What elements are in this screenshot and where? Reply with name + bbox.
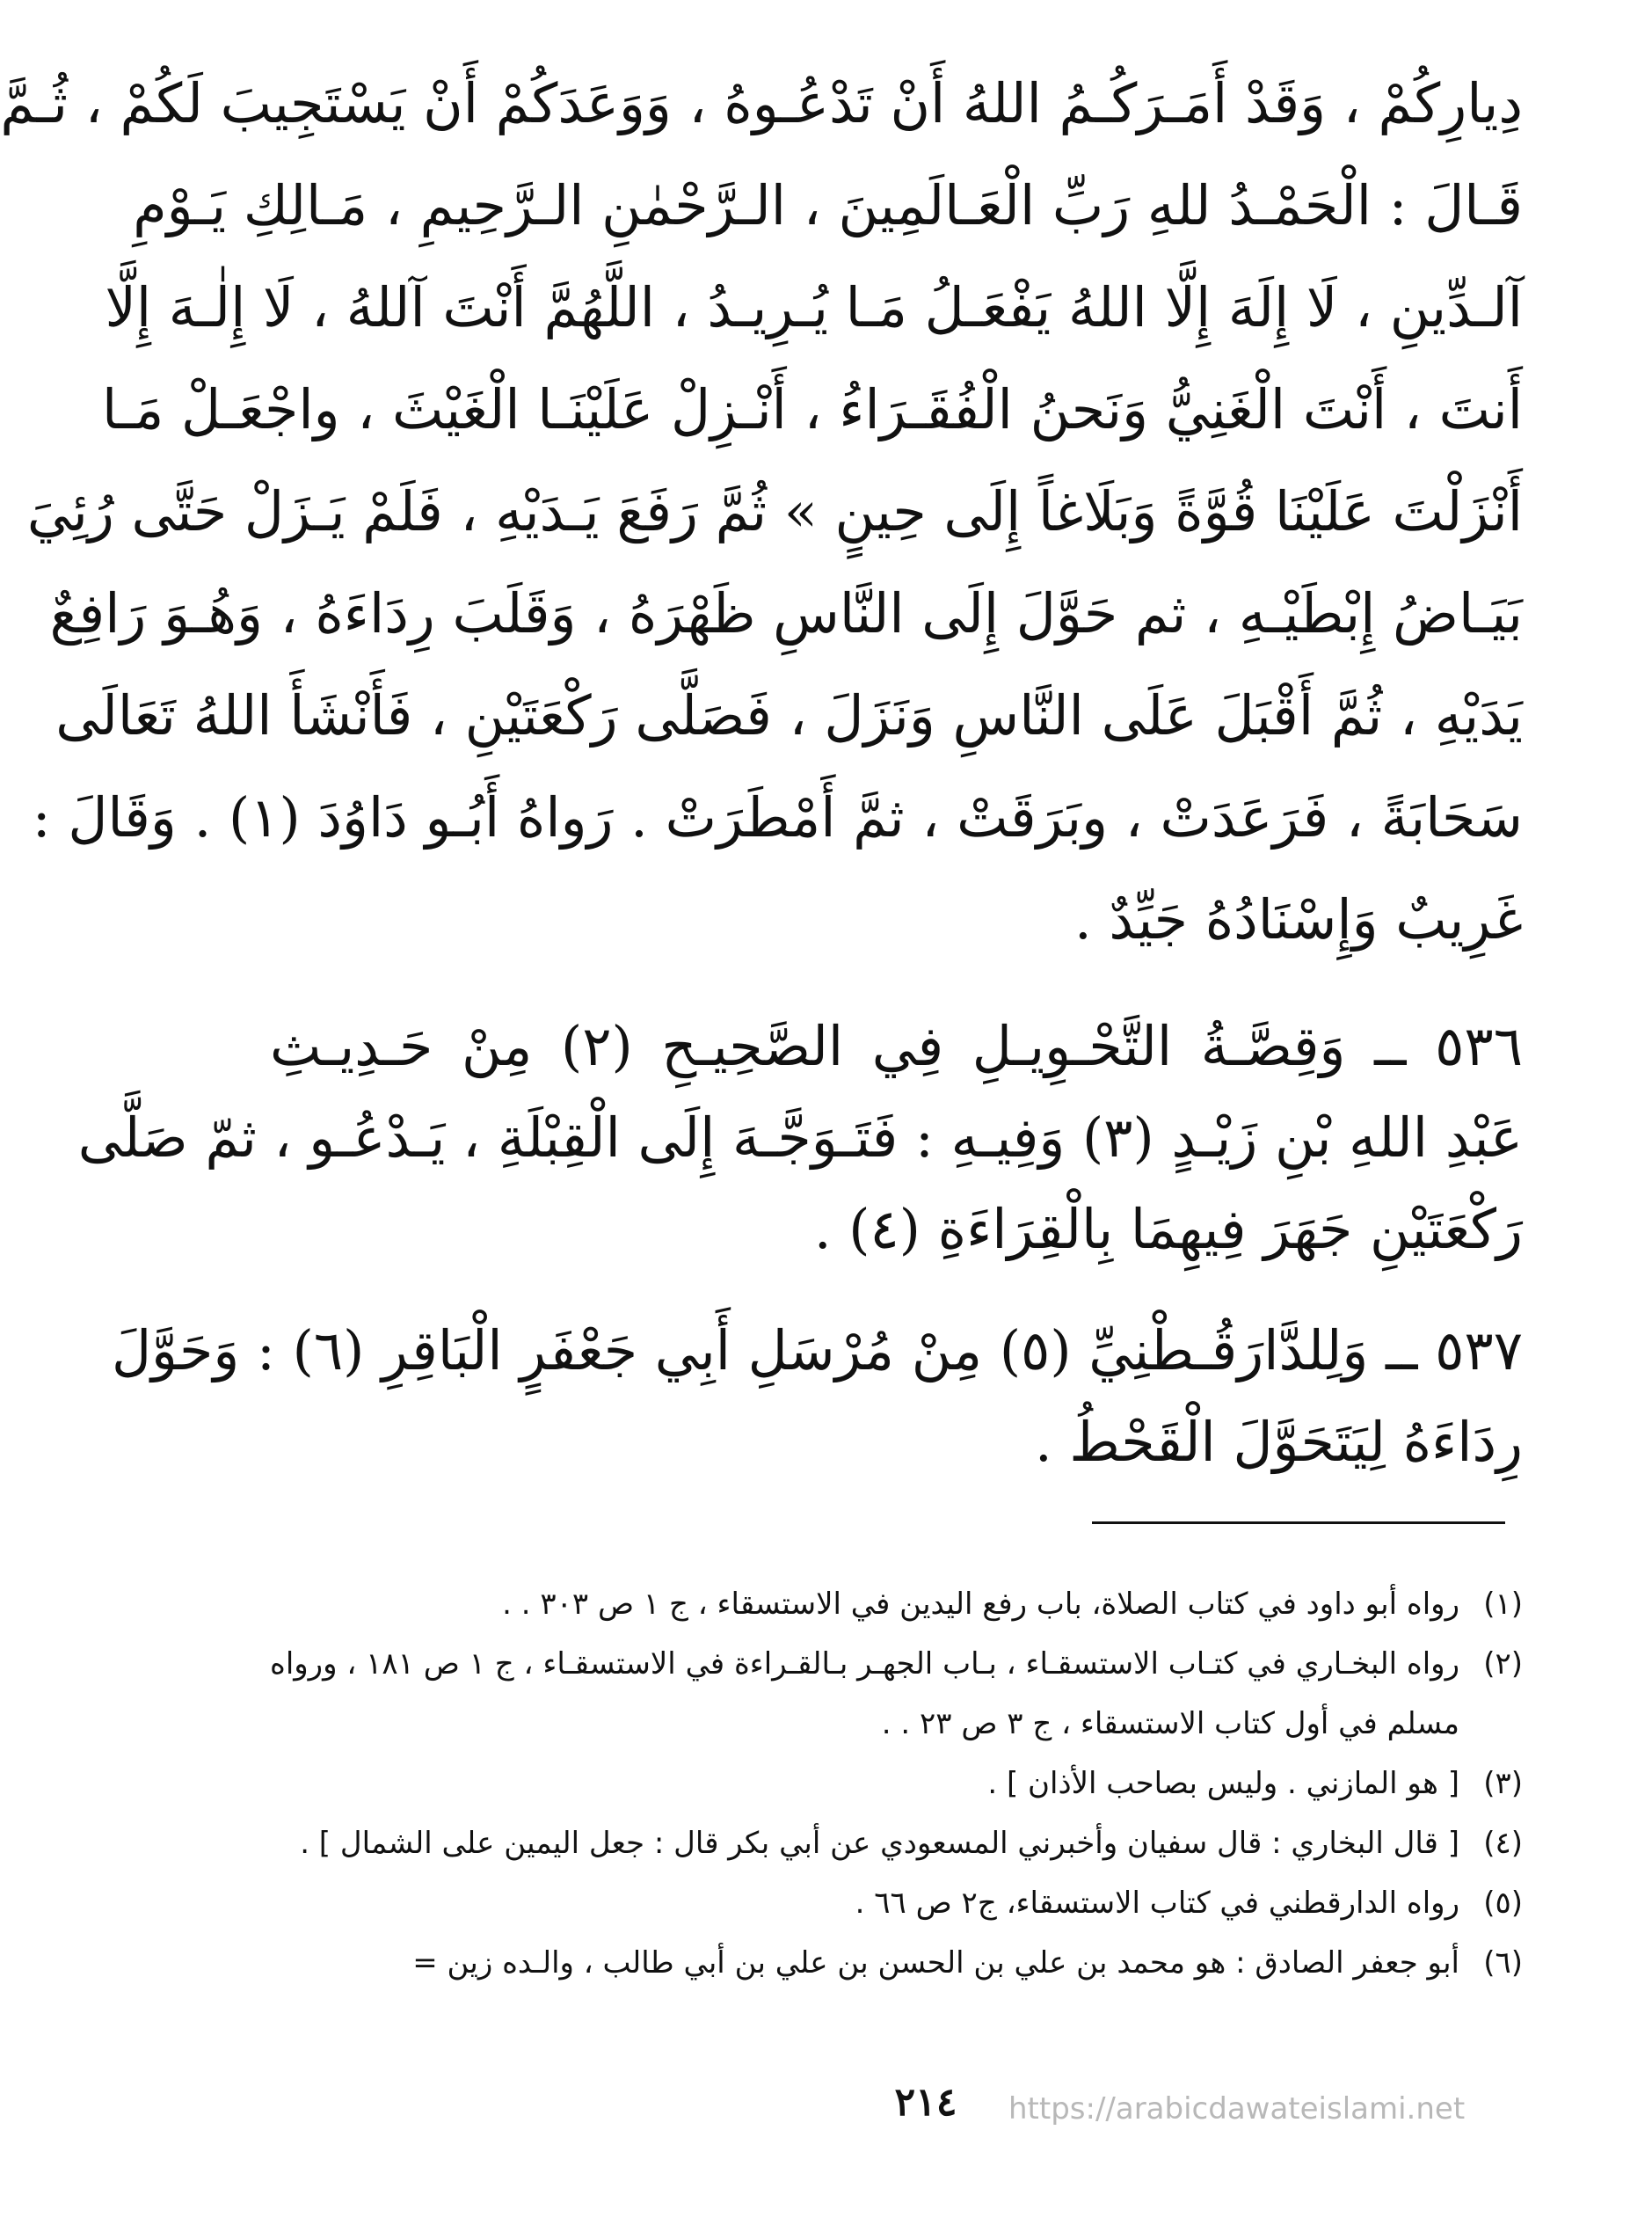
footnote-text: [ قال البخاري : قال سفيان وأخبرني المسعودي عن أبي بكر قال : جعل اليمين على الشمال ] . [300,1826,1459,1861]
page-number: ٢١٤ [894,2080,957,2125]
hadith-line: عَبْدِ اللهِ بْنِ زَيْـدٍ (٣) وَفِيـهِ : فَتَـوَجَّـهَ إِلَى الْقِبْلَةِ ، يَـدْعُـو ، ثمّ صَلَّى [77,1105,1523,1170]
main-text-line: دِيارِكُمْ ، وَقَدْ أَمَـرَكُـمُ اللهُ أَنْ تَدْعُـوهُ ، وَوَعَدَكُمْ أَنْ يَسْتَجِيبَ لَكُمْ ، ثُـمَّ [0,71,1523,135]
footnote-number: (١) [1483,1587,1523,1622]
main-text-line: غَرِيبٌ وَإِسْنَادُهُ جَيِّدٌ . [1074,887,1523,952]
footnote-1 [270,1574,1523,1634]
footnote-text: رواه أبو داود في كتاب الصلاة، باب رفع اليدين في الاستسقاء ، ج ١ ص ٣٠٣ . . [502,1587,1459,1622]
main-text-line: يَدَيْهِ ، ثُمَّ أَقْبَلَ عَلَى النَّاسِ وَنَزَلَ ، فَصَلَّى رَكْعَتَيْنِ ، فَأَنْشَأَ اللهُ تَعَالَى [55,683,1523,748]
main-text-line: سَحَابَةً ، فَرَعَدَتْ ، وبَرَقَتْ ، ثمَّ أَمْطَرَتْ . رَواهُ أَبُـو دَاوُدَ (١) . وَقَالَ : [32,785,1523,850]
footnote-number: (٥) [1483,1886,1523,1921]
main-text [0,53,1523,971]
footnote-text: أبو جعفر الصادق : هو محمد بن علي بن الحسن بن علي بن أبي طالب ، والـده زين = [412,1945,1459,1981]
main-text-line: قَـالَ : الْحَمْـدُ للهِ رَبِّ الْعَـالَمِينَ ، الـرَّحْمٰنِ الـرَّحِيمِ ، مَـالِكِ يَـوْمِ [133,173,1523,237]
footnote-number: (٢) [1483,1646,1523,1682]
footnote-5 [270,1873,1523,1933]
footnote-number: (٦) [1483,1945,1523,1981]
page-body [0,53,1523,1488]
main-text-line: آلـدِّينِ ، لَا إِلَهَ إِلَّا اللهُ يَفْعَـلُ مَـا يُـرِيـدُ ، اللَّهُمَّ أَنْتَ آللهُ ، لَا إِلٰـهَ إِلَّا [105,275,1523,339]
hadith-line: رِدَاءَهُ لِيَتَحَوَّلَ الْقَحْطُ . [1034,1410,1523,1474]
footnote-text: [ هو المازني . وليس بصاحب الأذان ] . [987,1766,1459,1801]
footnote-4 [270,1813,1523,1873]
footnote-3 [270,1754,1523,1813]
hadith-536 [77,1001,1523,1275]
hadith-line: ٥٣٦ ــ وَقِصَّـةُ التَّحْـوِيـلِ فِي الصَّحِيـحِ (٢) مِنْ حَـدِيـثِ [270,1014,1523,1078]
footnotes [270,1574,1523,1993]
main-text-line: أَنتَ ، أَنْتَ الْغَنِيُّ وَنَحنُ الْفُقَـرَاءُ ، أَنْـزِلْ عَلَيْنَـا الْغَيْثَ ، واجْعَـلْ مَـا [102,377,1523,441]
footnote-2 [270,1634,1523,1754]
hadith-line: رَكْعَتَيْنِ جَهَرَ فِيهِمَا بِالْقِرَاءَةِ (٤) . [813,1197,1523,1261]
footnote-text: رواه البخـاري في كتـاب الاستسقـاء ، بـاب الجهـر بـالقـراءة في الاستسقـاء ، ج ١ ص ١٨١ ، ورواه مسلم في أول كتاب الاستسقاء ، ج ٣ ص ٢٣ . . [270,1646,1460,1741]
main-text-line: أَنْزَلْتَ عَلَيْنَا قُوَّةً وَبَلَاغاً إِلَى حِينٍ » ثُمَّ رَفَعَ يَـدَيْهِ ، فَلَمْ يَـزَلْ حَتَّى رُئِيَ [26,479,1523,543]
watermark-url: https://arabicdawateislami.net [1008,2091,1466,2127]
footnote-separator [1092,1521,1505,1524]
main-text-line: بَيَـاضُ إِبْطَيْـهِ ، ثم حَوَّلَ إِلَى النَّاسِ ظَهْرَهُ ، وَقَلَبَ رِدَاءَهُ ، وَهُـوَ رَافِعٌ [49,581,1523,646]
hadith-line: ٥٣٧ ــ وَلِلدَّارَقُـطْنِيِّ (٥) مِنْ مُرْسَلِ أَبِي جَعْفَرٍ الْبَاقِرِ (٦) : وَحَوَّلَ [111,1318,1523,1382]
footnote-text: رواه الدارقطني في كتاب الاستسقاء، ج٢ ص ٦٦ . [855,1886,1459,1921]
footnote-number: (٤) [1483,1826,1523,1861]
footnote-6 [270,1933,1523,1993]
hadith-537 [111,1305,1523,1488]
footnote-number: (٣) [1483,1766,1523,1801]
